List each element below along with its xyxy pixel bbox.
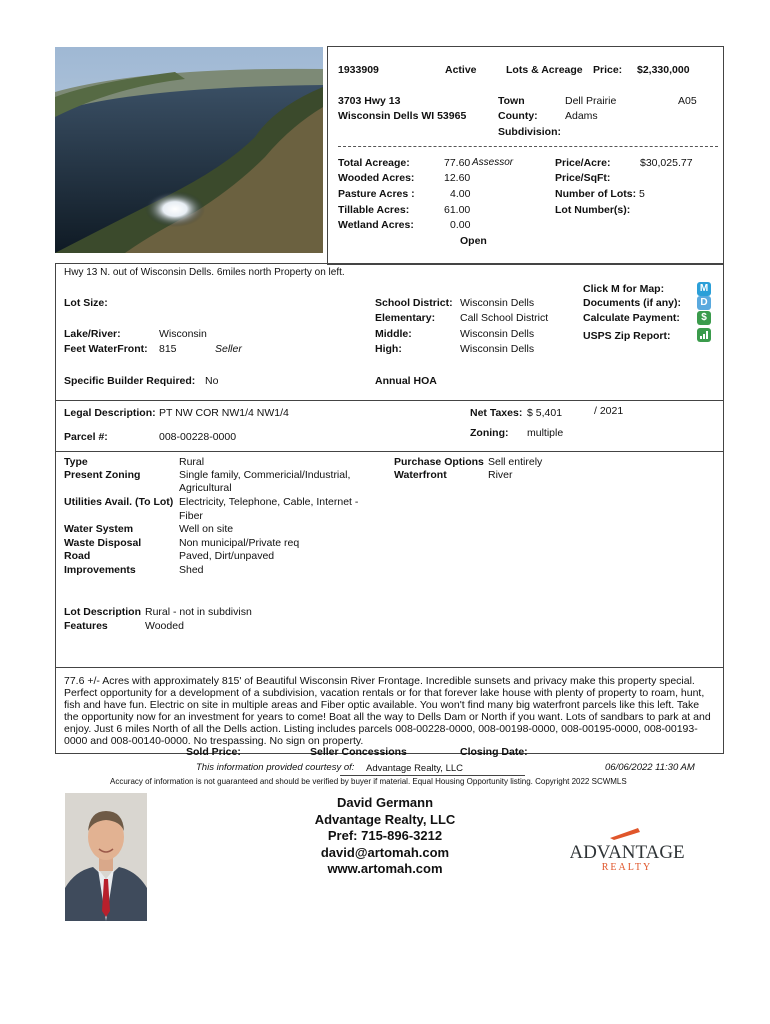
printed-timestamp: 06/06/2022 11:30 AM: [605, 762, 695, 773]
documents-link-label: Documents (if any):: [583, 297, 682, 309]
section-divider: [55, 400, 723, 401]
county: Adams: [565, 110, 598, 122]
disclaimer: Accuracy of information is not guaranteed and should be verified by buyer if material. Equal Housing Opportunity listing. Copyright 2022 SCWMLS: [110, 777, 627, 786]
lake-label: Lake/River:: [64, 328, 121, 340]
builder-value: No: [205, 375, 219, 387]
county-label: County:: [498, 110, 538, 122]
high-label: High:: [375, 343, 402, 355]
middle-label: Middle:: [375, 328, 412, 340]
closing-date-label: Closing Date:: [460, 746, 528, 758]
property-type: Lots & Acreage: [506, 64, 583, 76]
zoning-detail-line2: Agricultural: [179, 482, 232, 494]
taxes-label: Net Taxes:: [470, 407, 523, 419]
waste-value: Non municipal/Private req: [179, 537, 300, 549]
map-icon[interactable]: M: [697, 282, 711, 296]
lot-size-label: Lot Size:: [64, 297, 108, 309]
lake-river: Wisconsin: [159, 328, 207, 340]
lot-numbers-label: Lot Number(s):: [555, 204, 631, 216]
lots-label: Number of Lots:: [555, 188, 637, 200]
pasture-acres: 4.00: [450, 188, 471, 200]
street-address: 3703 Hwy 13: [338, 95, 401, 107]
usps-chart-icon[interactable]: [697, 328, 711, 342]
elementary-label: Elementary:: [375, 312, 436, 324]
total-acreage-note: Assessor: [472, 157, 514, 168]
wetland-acres: 0.00: [450, 219, 471, 231]
hoa-label: Annual HOA: [375, 375, 437, 387]
property-remarks: 77.6 +/- Acres with approximately 815' of Beautiful Wisconsin River Frontage. Incredible sunsets and privacy make this property special. Perfect opportunity for a development of a subdivision, vacation rentals or for that forever lake house with plenty of property to roam, hunt, fish and have fun. Electric on site in multiple areas and Fiber optic available. You won't find many big waterfront parcels like this left. Take the opportunity now for an investment for years to come! Boat all the way to Dells Dam or North if you want. Lots of sandbars to park at and enjoy. Just 6 miles North of all the Dells action. Listing includes parcels 008-00228-0000, 008-00198-0000, 008-00195-0000, 008-00193-0000 and 008-00140-0000. No trespassing. No sign on property.: [64, 675, 711, 747]
price-acre-label: Price/Acre:: [555, 157, 611, 169]
usps-link-label: USPS Zip Report:: [583, 330, 671, 342]
waste-label: Waste Disposal: [64, 537, 142, 549]
frontage-source: Seller: [215, 343, 242, 355]
water-label: Water System: [64, 523, 134, 535]
seller-concessions-label: Seller Concessions: [310, 746, 407, 758]
purchase-label: Purchase Options: [394, 456, 484, 468]
lot-description-label: Lot Description: [64, 606, 142, 618]
frontage-label: Feet WaterFront:: [64, 343, 148, 355]
price-acre: $30,025.77: [640, 157, 693, 169]
mls-number: 1933909: [338, 64, 379, 76]
elementary: Call School District: [460, 312, 549, 324]
improvements-label: Improvements: [64, 564, 136, 576]
school-district: Wisconsin Dells: [460, 297, 535, 309]
agent-email[interactable]: david@artomah.com: [320, 844, 450, 860]
tax-year: / 2021: [594, 405, 624, 417]
zoning: multiple: [527, 427, 564, 439]
tillable-acres: 61.00: [444, 204, 471, 216]
agent-company: Advantage Realty, LLC: [314, 811, 456, 827]
parcel-number: 008-00228-0000: [159, 431, 237, 443]
road-value: Paved, Dirt/unpaved: [179, 550, 275, 562]
agent-website[interactable]: www.artomah.com: [327, 861, 443, 876]
builder-label: Specific Builder Required:: [64, 375, 196, 387]
lots-count: 5: [639, 188, 645, 200]
payment-link-label: Calculate Payment:: [583, 312, 680, 324]
divider: [338, 146, 718, 147]
subdivision-label: Subdivision:: [498, 126, 561, 138]
tillable-label: Tillable Acres:: [338, 204, 410, 216]
documents-icon[interactable]: D: [697, 296, 711, 310]
legal-label: Legal Description:: [64, 407, 156, 419]
pasture-label: Pasture Acres :: [338, 188, 415, 200]
improvements-value: Shed: [179, 564, 204, 576]
total-acreage-label: Total Acreage:: [338, 157, 410, 169]
net-taxes: $ 5,401: [527, 407, 563, 419]
town: Dell Prairie: [565, 95, 617, 107]
city-line: Wisconsin Dells WI 53965: [338, 110, 467, 122]
type-label: Type: [64, 456, 88, 468]
waterfront-value: River: [488, 469, 513, 481]
parcel-label: Parcel #:: [64, 431, 108, 443]
logo-subword: REALTY: [601, 862, 653, 873]
road-label: Road: [64, 550, 91, 562]
total-acreage: 77.60: [444, 157, 471, 169]
summary-box: [327, 46, 724, 265]
agent-photo: [65, 793, 147, 921]
advantage-realty-logo: [570, 826, 685, 876]
zoning-detail-line1: Single family, Commericial/Industrial,: [179, 469, 351, 481]
price-label: Price:: [593, 64, 623, 76]
wetland-label: Wetland Acres:: [338, 219, 414, 231]
area-code: A05: [678, 95, 697, 107]
open-status: Open: [460, 235, 487, 247]
agent-contact: [295, 795, 475, 878]
features-value: Wooded: [145, 620, 184, 632]
features-label: Features: [64, 620, 108, 632]
agent-name: David Germann: [336, 795, 434, 810]
courtesy-label: This information provided courtesy of:: [196, 762, 355, 773]
purchase-value: Sell entirely: [488, 456, 543, 468]
lot-description: Rural - not in subdivisn: [145, 606, 252, 618]
section-divider: [55, 667, 723, 668]
waterfront-label: Waterfront: [394, 469, 447, 481]
wooded-acres: 12.60: [444, 172, 471, 184]
school-district-label: School District:: [375, 297, 453, 309]
agent-phone[interactable]: Pref: 715-896-3212: [327, 828, 443, 843]
utilities-line1: Electricity, Telephone, Cable, Internet -: [179, 496, 359, 508]
section-divider: [55, 451, 723, 452]
town-label: Town: [498, 95, 525, 107]
price-sqft-label: Price/SqFt:: [555, 172, 611, 184]
sold-price-label: Sold Price:: [186, 746, 241, 758]
type-value: Rural: [179, 456, 205, 468]
utilities-line2: Fiber: [179, 510, 203, 522]
zoning-label: Zoning:: [470, 427, 509, 439]
frontage-feet: 815: [159, 343, 177, 355]
high: Wisconsin Dells: [460, 343, 535, 355]
utilities-label: Utilities Avail. (To Lot): [64, 496, 174, 508]
middle: Wisconsin Dells: [460, 328, 535, 340]
legal-description: PT NW COR NW1/4 NW1/4: [159, 407, 289, 419]
property-photo: [55, 47, 323, 253]
status: Active: [445, 64, 477, 76]
payment-icon[interactable]: $: [697, 311, 711, 325]
listing-office: Advantage Realty, LLC: [366, 763, 463, 774]
courtesy-underline: [340, 775, 525, 776]
water-value: Well on site: [179, 523, 234, 535]
wooded-label: Wooded Acres:: [338, 172, 415, 184]
zoning-detail-label: Present Zoning: [64, 469, 141, 481]
directions: Hwy 13 N. out of Wisconsin Dells. 6miles north Property on left.: [64, 267, 345, 278]
logo-word: ADVANTAGE: [570, 842, 685, 863]
price: $2,330,000: [637, 64, 690, 76]
map-link-label: Click M for Map:: [583, 283, 665, 295]
